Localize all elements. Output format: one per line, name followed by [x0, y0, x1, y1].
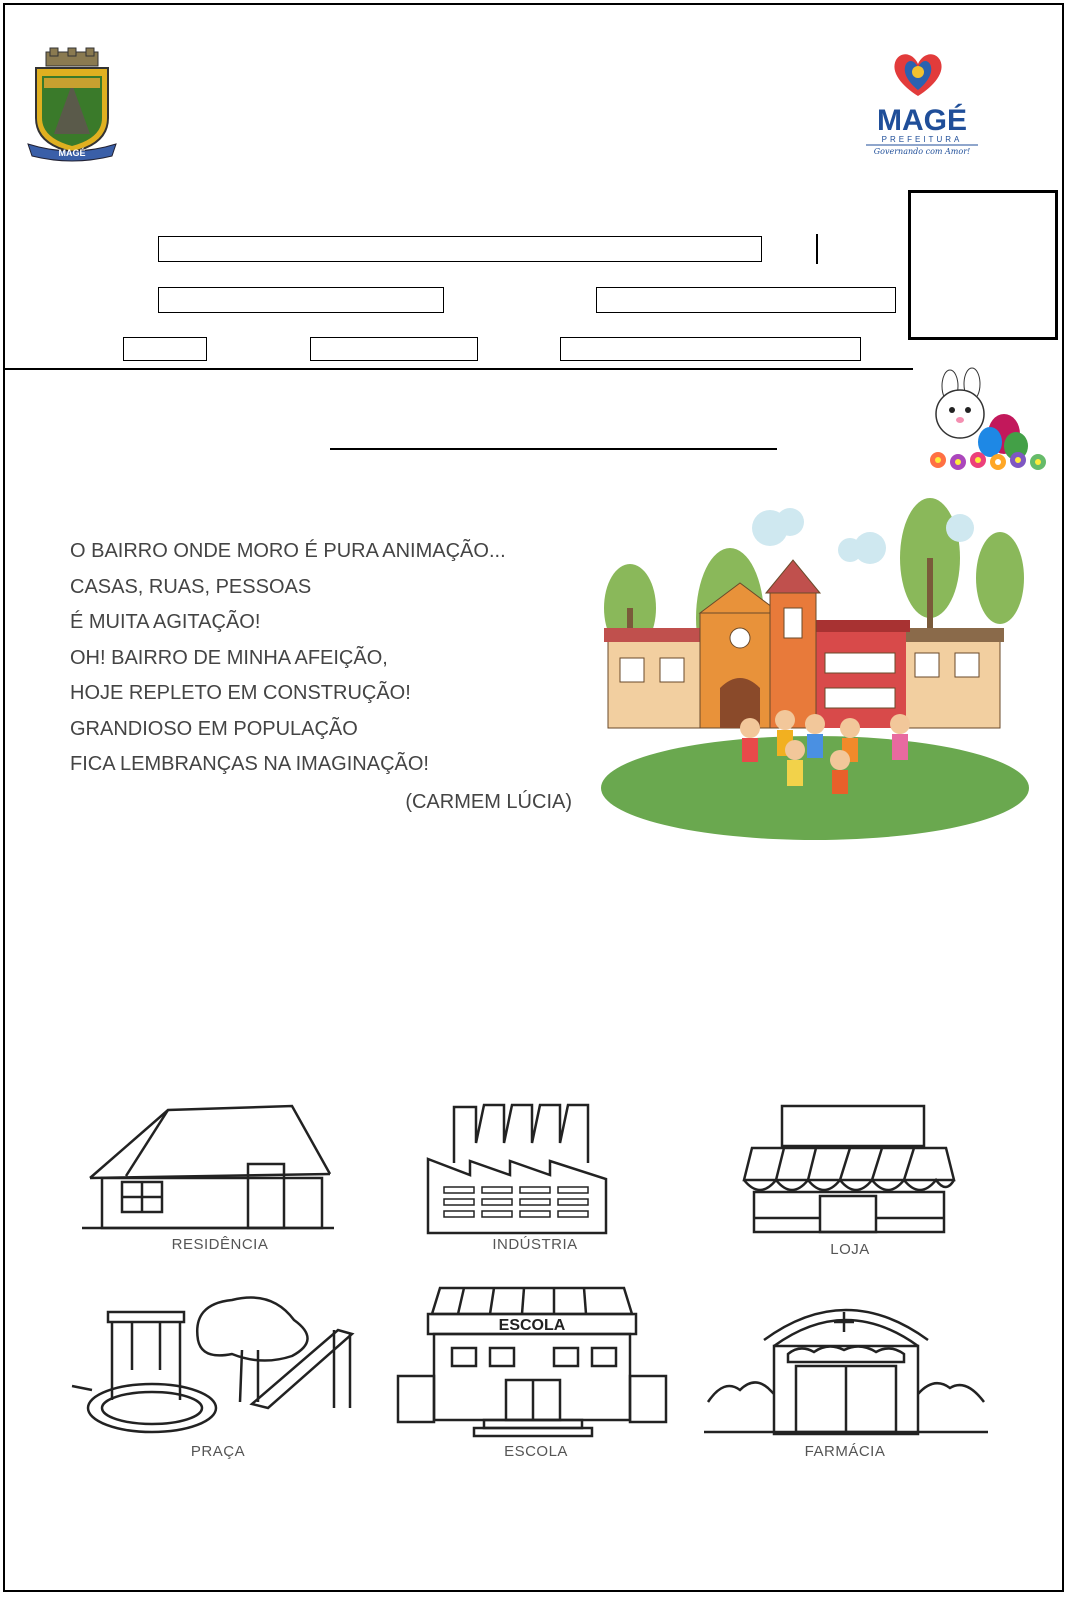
crest-banner-text: MAGÉ: [58, 148, 86, 158]
logo-subtitle: PREFEITURA: [881, 135, 963, 144]
logo-name: MAGÉ: [877, 104, 967, 137]
poem-line: CASAS, RUAS, PESSOAS: [70, 575, 312, 598]
header-divider: [5, 368, 913, 370]
neighborhood-illustration: [600, 488, 1030, 844]
poem-line: OH! BAIRRO DE MINHA AFEIÇÃO,: [70, 646, 388, 669]
label-praca: PRAÇA: [190, 1443, 246, 1460]
poem-author: (CARMEM LÚCIA): [405, 790, 572, 813]
label-escola: ESCOLA: [504, 1443, 568, 1460]
name-field[interactable]: [158, 236, 762, 262]
poem-line: GRANDIOSO EM POPULAÇÃO: [70, 717, 358, 740]
pharmacy-drawing: [704, 1290, 988, 1438]
square-drawing: [72, 1290, 378, 1440]
label-residencia: RESIDÊNCIA: [171, 1236, 269, 1253]
city-crest-logo: [24, 48, 120, 160]
label-industria: INDÚSTRIA: [492, 1236, 578, 1253]
poem-line: É MUITA AGITAÇÃO!: [70, 611, 261, 633]
prefeitura-mage-logo: [862, 50, 982, 160]
poem-line: HOJE REPLETO EM CONSTRUÇÃO!: [70, 682, 411, 704]
shop-drawing: [740, 1104, 958, 1236]
school-sign-text: ESCOLA: [498, 1317, 566, 1334]
poem: [70, 534, 590, 820]
school-drawing: [394, 1284, 670, 1438]
label-loja: LOJA: [830, 1241, 870, 1258]
field-separator: [816, 234, 818, 264]
teacher-field[interactable]: [596, 287, 896, 313]
date-field[interactable]: [560, 337, 861, 361]
class-field[interactable]: [123, 337, 207, 361]
poem-line: FICA LEMBRANÇAS NA IMAGINAÇÃO!: [70, 753, 429, 775]
label-farmacia: FARMÁCIA: [804, 1443, 886, 1460]
logo-slogan: Governando com Amor!: [873, 147, 971, 156]
school-field[interactable]: [158, 287, 444, 313]
shift-field[interactable]: [310, 337, 478, 361]
residence-drawing: [82, 1098, 334, 1233]
title-underline: [330, 448, 777, 450]
industry-drawing: [424, 1103, 610, 1235]
poem-line: O BAIRRO ONDE MORO É PURA ANIMAÇÃO...: [70, 540, 506, 562]
grade-box[interactable]: [908, 190, 1058, 340]
easter-bunny-icon: [920, 372, 1055, 480]
